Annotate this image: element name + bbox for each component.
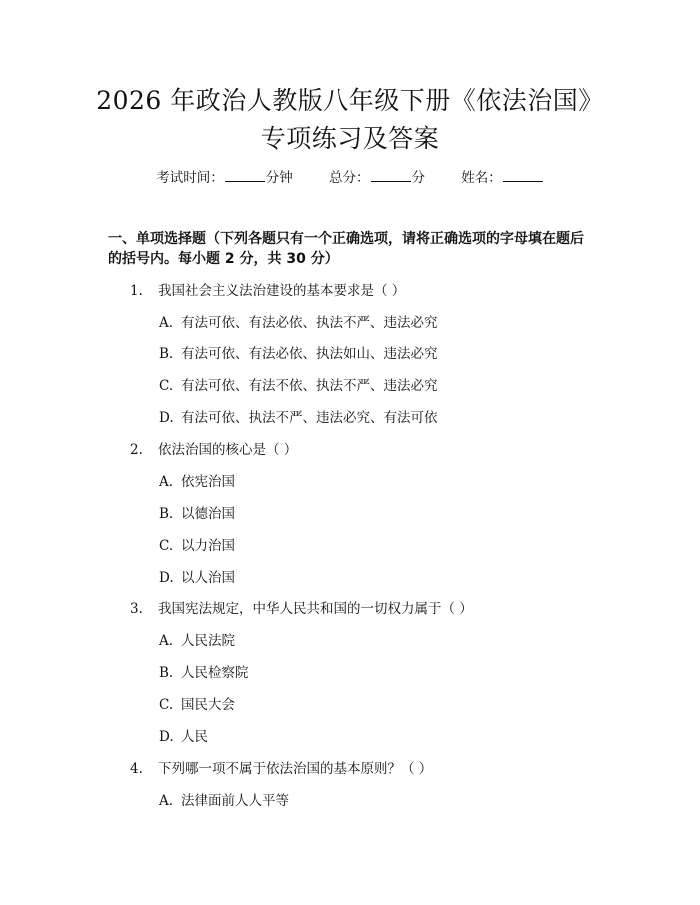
option-text: 有法可依、有法必依、执法如山、违法必究 bbox=[181, 346, 438, 362]
option-text: 有法可依、有法必依、执法不严、违法必究 bbox=[181, 315, 438, 331]
option-text: 国民大会 bbox=[181, 697, 235, 713]
question-3 bbox=[130, 600, 473, 618]
option-text: 有法可依、执法不严、违法必究、有法可依 bbox=[181, 410, 438, 426]
option-letter: B. bbox=[159, 506, 174, 522]
option-text: 法律面前人人平等 bbox=[181, 793, 289, 809]
question-2-option-c[interactable] bbox=[159, 537, 235, 555]
document-title-line-1: 2026 年政治人教版八年级下册《依法治国》 bbox=[96, 86, 604, 115]
student-name-label: 姓名： bbox=[461, 170, 502, 186]
question-text: 我国宪法规定，中华人民共和国的一切权力属于（ ） bbox=[158, 601, 473, 617]
question-number: 2. bbox=[130, 442, 143, 458]
option-text: 以力治国 bbox=[181, 538, 235, 554]
option-text: 以人治国 bbox=[181, 570, 235, 586]
option-letter: B. bbox=[159, 346, 174, 362]
exam-time bbox=[156, 170, 297, 186]
exam-time-label: 考试时间： bbox=[156, 170, 224, 186]
question-3-option-d[interactable] bbox=[159, 728, 208, 746]
option-text: 以德治国 bbox=[181, 506, 235, 522]
question-2-option-d[interactable] bbox=[159, 569, 235, 587]
exam-time-blank[interactable] bbox=[225, 169, 265, 182]
total-score-blank[interactable] bbox=[371, 169, 411, 182]
option-letter: A. bbox=[159, 793, 174, 809]
option-text: 人民 bbox=[181, 729, 208, 745]
question-3-option-c[interactable] bbox=[159, 696, 235, 714]
question-2-option-a[interactable] bbox=[159, 473, 235, 491]
question-2 bbox=[130, 441, 297, 459]
student-name-blank[interactable] bbox=[503, 169, 543, 182]
question-1-option-d[interactable] bbox=[159, 409, 438, 427]
question-4-option-a[interactable] bbox=[159, 792, 289, 810]
question-number: 1. bbox=[130, 283, 143, 299]
question-1-option-b[interactable] bbox=[159, 345, 438, 363]
question-text: 我国社会主义法治建设的基本要求是（ ） bbox=[158, 283, 406, 299]
option-letter: B. bbox=[159, 665, 174, 681]
question-3-option-b[interactable] bbox=[159, 664, 249, 682]
total-score bbox=[329, 170, 429, 186]
total-score-unit: 分 bbox=[411, 170, 425, 186]
question-2-option-b[interactable] bbox=[159, 505, 235, 523]
total-score-label: 总分： bbox=[329, 170, 370, 186]
question-3-option-a[interactable] bbox=[159, 632, 235, 650]
option-text: 人民检察院 bbox=[181, 665, 249, 681]
option-letter: C. bbox=[159, 538, 174, 554]
document-title-line-2: 专项练习及答案 bbox=[260, 124, 440, 153]
option-text: 人民法院 bbox=[181, 633, 235, 649]
option-letter: D. bbox=[159, 570, 174, 586]
question-number: 3. bbox=[130, 601, 143, 617]
option-letter: A. bbox=[159, 633, 174, 649]
question-number: 4. bbox=[130, 761, 143, 777]
option-letter: C. bbox=[159, 697, 174, 713]
question-1 bbox=[130, 282, 405, 300]
option-letter: C. bbox=[159, 378, 174, 394]
student-name bbox=[461, 170, 544, 186]
exam-info bbox=[0, 169, 700, 187]
question-4 bbox=[130, 760, 432, 778]
question-text: 下列哪一项不属于依法治国的基本原则？（ ） bbox=[158, 761, 433, 777]
option-letter: D. bbox=[159, 410, 174, 426]
question-text: 依法治国的核心是（ ） bbox=[158, 442, 298, 458]
option-text: 依宪治国 bbox=[181, 474, 235, 490]
question-1-option-a[interactable] bbox=[159, 314, 438, 332]
exam-time-unit: 分钟 bbox=[265, 170, 293, 186]
option-letter: A. bbox=[159, 474, 174, 490]
section-heading: 一、单项选择题（下列各题只有一个正确选项，请将正确选项的字母填在题后的括号内。每小题 2 分，共 30 分） bbox=[108, 231, 584, 267]
option-text: 有法可依、有法不依、执法不严、违法必究 bbox=[181, 378, 438, 394]
option-letter: D. bbox=[159, 729, 174, 745]
option-letter: A. bbox=[159, 315, 174, 331]
question-1-option-c[interactable] bbox=[159, 377, 438, 395]
